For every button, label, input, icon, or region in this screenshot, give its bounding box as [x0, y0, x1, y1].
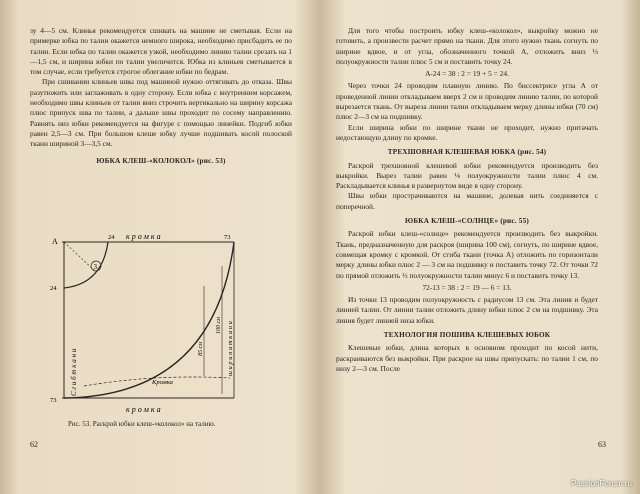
skirt-pattern-figure: [44, 226, 282, 414]
section-heading: ТРЕХШОВНАЯ КЛЕШЕВАЯ ЮБКА (рис. 54): [387, 148, 547, 157]
paragraph: Раскрой юбки клеш-«солнце» рекомендуется производить без выкройки. Ткань, предназначенную для раскроя (ширина 100 см), согнуть, по ширине вдвое, совмещая кромку с кромкой. От сгиба ткани (точка А) отложить по горизонтали мерку длины юбки плюс 2 — 3 см на подшивку и поставить точку 72. От точки 72 по прямой отложить ⅓ полуокружности талии минус 6 и поставить точку 13.: [336, 229, 598, 280]
section-heading: ТЕХНОЛОГИЯ ПОШИВА КЛЕШЕВЫХ ЮБОК: [383, 331, 551, 340]
point-73-top: 73: [224, 234, 231, 241]
right-page: [336, 26, 598, 374]
inner-selvage-label: Кромка: [152, 379, 173, 386]
section-heading: ЮБКА КЛЕШ-«КОЛОКОЛ» (рис. 53): [96, 156, 226, 165]
fabric-width-label: ш и р и н а т к а н и: [227, 321, 234, 376]
paragraph: Из точки 13 проводим полуокружность с радиусом 13 см. Эта линия и будет линией талии. От линии талии отложить длину юбки плюс 2 см на подшивку. Эта линия будет линией низа юбки.: [336, 295, 598, 325]
paragraph: Для того чтобы построить юбку клеш-«колокол», выкройку можно не готовить, а произвести расчет прямо на ткани. Для этого нужно ткань согнуть по ширине вдвое, и от угла, обозначенного точкой А, отложить вниз ⅓ полуокружности талии плюс 5 см и поставить точку 24.: [336, 26, 598, 66]
watermark: PassionForum.ru: [571, 479, 632, 488]
point-24-left: 24: [50, 285, 57, 292]
point-24-top: 24: [108, 234, 115, 241]
length-100-label: 100 см: [216, 317, 222, 334]
section-heading: ЮБКА КЛЕШ-«СОЛНЦЕ» (рис. 55): [405, 217, 529, 226]
paragraph: Если ширина юбки по ширине ткани не проходит, нужно притачать недостающую длину по кромке.: [336, 122, 598, 142]
fold-label: С г и б т к а н и: [70, 348, 78, 396]
point-a-label: А: [52, 237, 58, 246]
circle-label: 3: [93, 263, 97, 271]
bottom-selvage-label: к р о м к а: [126, 405, 161, 414]
point-73-bottom: 73: [50, 397, 57, 404]
formula: А-24 = 38 : 2 = 19 + 5 = 24.: [425, 69, 509, 79]
page-number-right: 63: [598, 440, 606, 449]
paragraph: Раскрой трехшовной клешевой юбки рекомендуется производить без выкройки. Вырез талии равен ⅛ полуокружности талии плюс 4 см. Раскладывается клинья в развернутом виде в одну сторону.: [336, 160, 598, 191]
paragraph: Через точки 24 проводим плавную линию. По биссектрисе угла А от проведенной линии откладываем вверх 2 см и проводим линию талии, по которой вырезается ткань. От выреза линии талии откладываем мерку длины юбки (70 см) плюс 2—3 см на подшивку.: [336, 81, 598, 122]
figure-caption: Рис. 53. Раскрой юбки клеш-«колокол» на талию.: [68, 420, 216, 428]
paragraph: Швы юбки прострачиваются на машине, долевая нить соединяется с поперечной.: [336, 191, 598, 211]
page-number-left: 62: [30, 440, 38, 449]
paragraph: При сшивании клиньев швы под машиной нужно оттягивать до отказа. Швы разутюжить или заглаживать в одну сторону. Если юбка с внутренним корсажем, необходимо швы клиньев от талии вниз строчить вертикально на ширину корсажа плюс припуск шва по талии, а дальше швы проходит по сосему направлению. Равнять низ юбки рекомендуется на фигуре с помощью линейки. Подгиб юбки равен 2,5—3 см. При большом клеше юбку лучше подшивать косой полоской ткани шириной 3—3,5 см.: [30, 77, 292, 149]
paragraph: зу 4—5 см. Клинья рекомендуется сшивать на машине не сметывая. Если на примерке юбка по талии окажется немного широка, необходимо присбадить ее по талии. Если юбка по талии окажется узкой, необходимо линию талии срезать на 1—1,5 см, и ширина юбки по талии увеличится. Юбка из клиньев сметывается в том случае, если требуется строгое облегание юбки по бедрам.: [30, 26, 292, 77]
formula: 72-13 = 38 : 2 = 19 — 6 = 13.: [422, 282, 512, 292]
left-page: [30, 26, 292, 169]
length-85-label: 85 см: [198, 342, 204, 356]
top-selvage-label: к р о м к а: [126, 232, 161, 241]
paragraph: Клешевые юбки, длина которых в основном проходит по косой нити, раскраиваются без выкройки. При раскрое на швы припускать: по талии 1 см, по низу 2—3 см. После: [336, 343, 598, 373]
